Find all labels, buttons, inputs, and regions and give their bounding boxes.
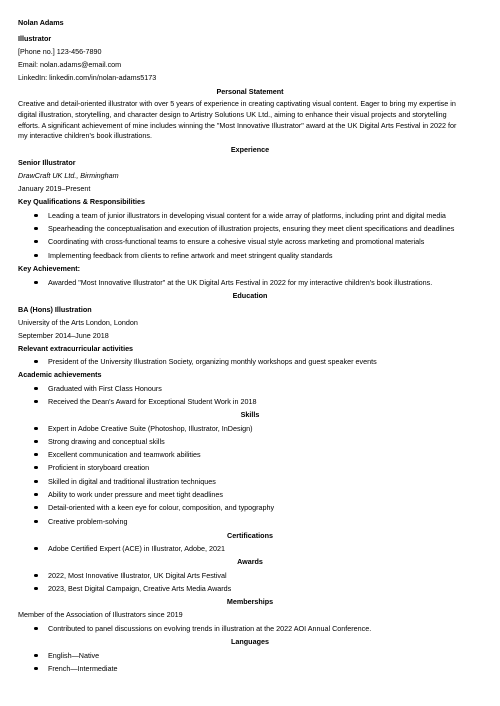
list-item: Received the Dean's Award for Exceptional Student Work in 2018 [48, 397, 486, 406]
list-item: 2022, Most Innovative Illustrator, UK Digital Arts Festival [48, 571, 486, 580]
list-item: Leading a team of junior illustrators in developing visual content for a wide array of platforms, including print and digital media [48, 211, 486, 220]
list-item: Contributed to panel discussions on evolving trends in illustration at the 2022 AOI Annual Conference. [48, 624, 486, 633]
skills-heading: Skills [240, 410, 260, 419]
list-item: Awarded "Most Innovative Illustrator" at the UK Digital Arts Festival in 2022 for my interactive children's book illustrations. [48, 278, 486, 287]
experience-heading: Experience [230, 145, 270, 154]
membership-line: Member of the Association of Illustrators since 2019 [18, 610, 183, 619]
statement-line: my interactive children's book illustrations. [18, 131, 152, 140]
email: Email: nolan.adams@email.com [18, 60, 122, 69]
school: University of the Arts London, London [18, 318, 138, 327]
phone: [Phone no.] 123-456-7890 [18, 47, 102, 56]
degree: BA (Hons) Illustration [18, 305, 92, 314]
candidate-title: Illustrator [18, 34, 52, 43]
personal-statement-heading: Personal Statement [216, 87, 284, 96]
education-heading: Education [232, 291, 268, 300]
list-item: Proficient in storyboard creation [48, 463, 486, 472]
list-item: Skilled in digital and traditional illustration techniques [48, 477, 486, 486]
list-item: English—Native [48, 651, 486, 660]
statement-line: Creative and detail-oriented illustrator with over 5 years of experience in creating captivating visual content. Eager to bring my expertise in [18, 99, 456, 108]
achievement-heading: Key Achievement: [18, 264, 81, 273]
statement-line: efforts. A significant achievement of mine includes winning the "Most Innovative Illustrator" award at the UK Digital Arts Festival in 2022 for [18, 121, 457, 130]
list-item: Graduated with First Class Honours [48, 384, 486, 393]
list-item: Spearheading the conceptualisation and execution of illustration projects, ensuring they meet client specifications and deadlines [48, 224, 486, 233]
list-item: Creative problem-solving [48, 517, 486, 526]
qualifications-heading: Key Qualifications & Responsibilities [18, 197, 146, 206]
statement-line: digital illustration, storytelling, and character design to Artistry Solutions UK Ltd., aiming to enhance their visual projects and storytelling [18, 110, 447, 119]
list-item: French—Intermediate [48, 664, 486, 673]
list-item: Adobe Certified Expert (ACE) in Illustrator, Adobe, 2021 [48, 544, 486, 553]
list-item: Excellent communication and teamwork abilities [48, 450, 486, 459]
candidate-name: Nolan Adams [18, 18, 64, 27]
academic-achievements-heading: Academic achievements [18, 370, 102, 379]
activities-heading: Relevant extracurricular activities [18, 344, 134, 353]
list-item: Expert in Adobe Creative Suite (Photoshop, Illustrator, InDesign) [48, 424, 486, 433]
linkedin: LinkedIn: linkedin.com/in/nolan-adams5173 [18, 73, 157, 82]
awards-heading: Awards [237, 557, 263, 566]
certifications-heading: Certifications [227, 531, 273, 540]
list-item: Detail-oriented with a keen eye for colour, composition, and typography [48, 503, 486, 512]
list-item: President of the University Illustration Society, organizing monthly workshops and guest speaker events [48, 357, 486, 366]
job-role: Senior Illustrator [18, 158, 76, 167]
list-item: 2023, Best Digital Campaign, Creative Arts Media Awards [48, 584, 486, 593]
job-dates: January 2019–Present [18, 184, 91, 193]
list-item: Strong drawing and conceptual skills [48, 437, 486, 446]
education-dates: September 2014–June 2018 [18, 331, 109, 340]
languages-heading: Languages [231, 637, 269, 646]
list-item: Ability to work under pressure and meet tight deadlines [48, 490, 486, 499]
list-item: Implementing feedback from clients to refine artwork and meet stringent quality standards [48, 251, 486, 260]
job-company: DrawCraft UK Ltd., Birmingham [18, 171, 119, 180]
list-item: Coordinating with cross-functional teams to ensure a cohesive visual style across marketing and promotional materials [48, 237, 486, 246]
memberships-heading: Memberships [226, 597, 274, 606]
